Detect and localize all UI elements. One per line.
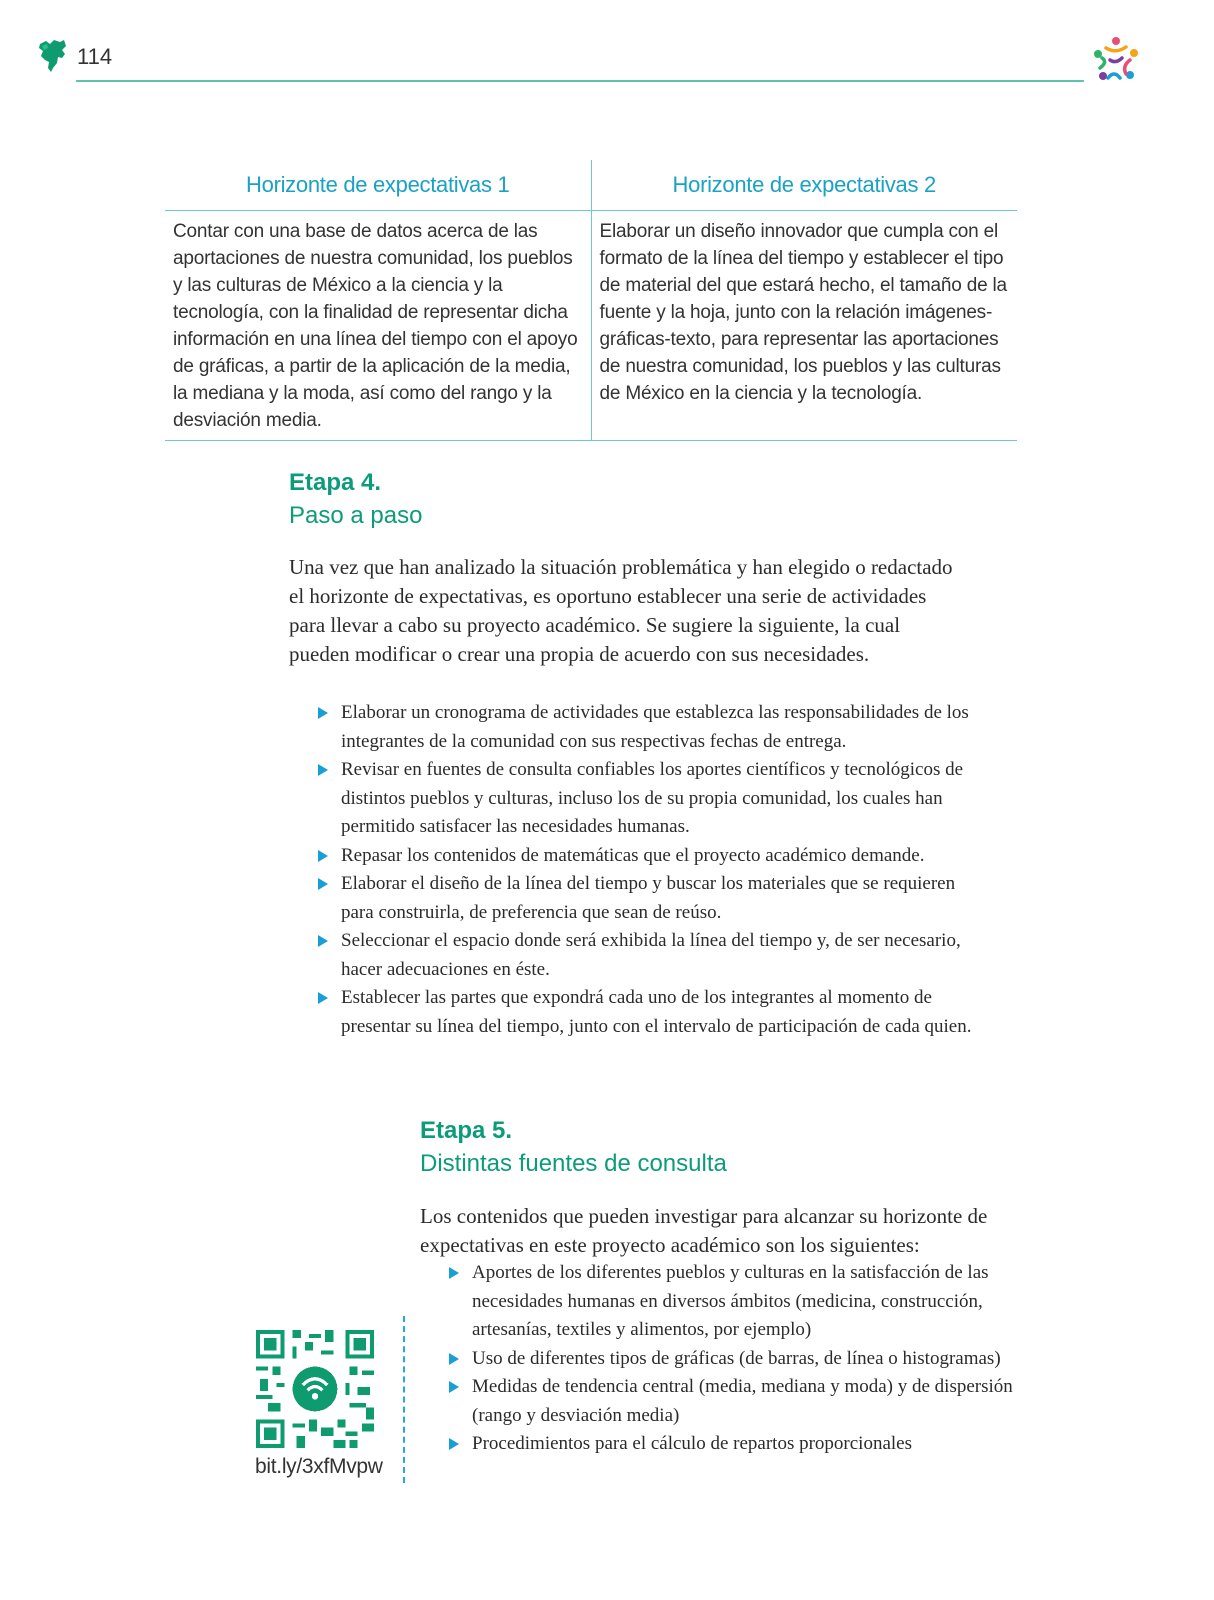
bullet-arrow-icon [449,1381,459,1393]
list-item-text: Repasar los contenidos de matemáticas que el proyecto académico demande. [341,844,925,866]
bullet-arrow-icon [318,764,328,776]
list-item-text: Revisar en fuentes de consulta confiables los aportes científicos y tecnológicos de distintos pueblos y culturas, incluso los de su propia comunidad, los cuales han permitido satisfacer las necesidades humanas. [341,759,964,837]
etapa5-intro: Los contenidos que pueden investigar para alcanzar su horizonte de expectativas en este proyecto académico son los siguientes: [420,1204,988,1257]
etapa5-list [447,1259,1047,1459]
list-item-text: Uso de diferentes tipos de gráficas (de barras, de línea o histogramas) [472,1347,1001,1369]
expectations-text-1: Contar con una base de datos acerca de las aportaciones de nuestra comunidad, los pueblos y las culturas de México a la ciencia y la tecnología, con la finalidad de representar dicha información en una línea del tiempo con el apoyo de gráficas, a partir de la aplicación de la media, la mediana y la moda, así como del rango y la desviación media. [165,211,591,441]
bullet-arrow-icon [318,850,328,862]
list-item [447,1259,1047,1345]
list-item-text: Elaborar un cronograma de actividades que establezca las responsabilidades de los integrantes de la comunidad con sus respectivas fechas de entrega. [341,702,969,752]
list-item [316,984,976,1041]
list-item-text: Medidas de tendencia central (media, mediana y moda) y de dispersión (rango y desviación media) [472,1376,1013,1426]
list-item [447,1345,1047,1374]
qr-link[interactable]: bit.ly/3xfMvpw [255,1455,383,1478]
list-item [316,927,976,984]
bullet-arrow-icon [449,1267,459,1279]
bullet-arrow-icon [318,878,328,890]
etapa4-intro: Una vez que han analizado la situación problemática y han elegido o redactado el horizonte de expectativas, es oportuno establecer una serie de actividades para llevar a cabo su proyecto académico. Se sugiere la siguiente, la cual pueden modificar o crear una propia de acuerdo con sus necesidades. [289,555,953,666]
bullet-arrow-icon [318,992,328,1004]
list-item-text: Elaborar el diseño de la línea del tiempo y buscar los materiales que se requieren para construirla, de preferencia que sean de reúso. [341,873,956,923]
etapa4-list [316,699,976,1041]
list-item [447,1430,1047,1459]
expectations-header-1: Horizonte de expectativas 1 [165,160,591,211]
qr-code-icon[interactable] [256,1330,374,1448]
colorful-people-circle-icon [1090,34,1142,86]
etapa5-number: Etapa 5. [420,1117,513,1144]
list-item [316,870,976,927]
expectations-table [165,160,1017,441]
bullet-arrow-icon [318,707,328,719]
dashed-divider [403,1316,405,1483]
list-item-text: Procedimientos para el cálculo de repartos proporcionales [472,1433,912,1454]
list-item [316,842,976,871]
green-map-icon [36,38,70,74]
list-item-text: Seleccionar el espacio donde será exhibida la línea del tiempo y, de ser necesario, hacer adecuaciones en éste. [341,930,961,980]
etapa5-title: Distintas fuentes de consulta [420,1150,727,1177]
etapa4-number: Etapa 4. [289,469,382,496]
etapa5-heading [420,1114,727,1180]
list-item [447,1373,1047,1430]
expectations-header-2: Horizonte de expectativas 2 [591,160,1017,211]
list-item-text: Establecer las partes que expondrá cada uno de los integrantes al momento de presentar su línea del tiempo, junto con el intervalo de participación de cada quien. [341,987,972,1037]
list-item [316,699,976,756]
expectations-text-2: Elaborar un diseño innovador que cumpla con el formato de la línea del tiempo y establecer el tipo de material del que estará hecho, el tamaño de la fuente y la hoja, junto con la relación imágenes-gráficas-texto, para representar las aportaciones de nuestra comunidad, los pueblos y las culturas de México en la ciencia y la tecnología. [591,211,1017,441]
header-rule [76,80,1084,82]
bullet-arrow-icon [449,1353,459,1365]
etapa4-title: Paso a paso [289,502,423,529]
page-number: 114 [77,44,113,69]
bullet-arrow-icon [318,935,328,947]
list-item [316,756,976,842]
list-item-text: Aportes de los diferentes pueblos y culturas en la satisfacción de las necesidades humanas en diversos ámbitos (medicina, construcción, artesanías, textiles y alimentos, por ejemplo) [472,1262,989,1340]
bullet-arrow-icon [449,1438,459,1450]
etapa4-heading [289,466,422,532]
